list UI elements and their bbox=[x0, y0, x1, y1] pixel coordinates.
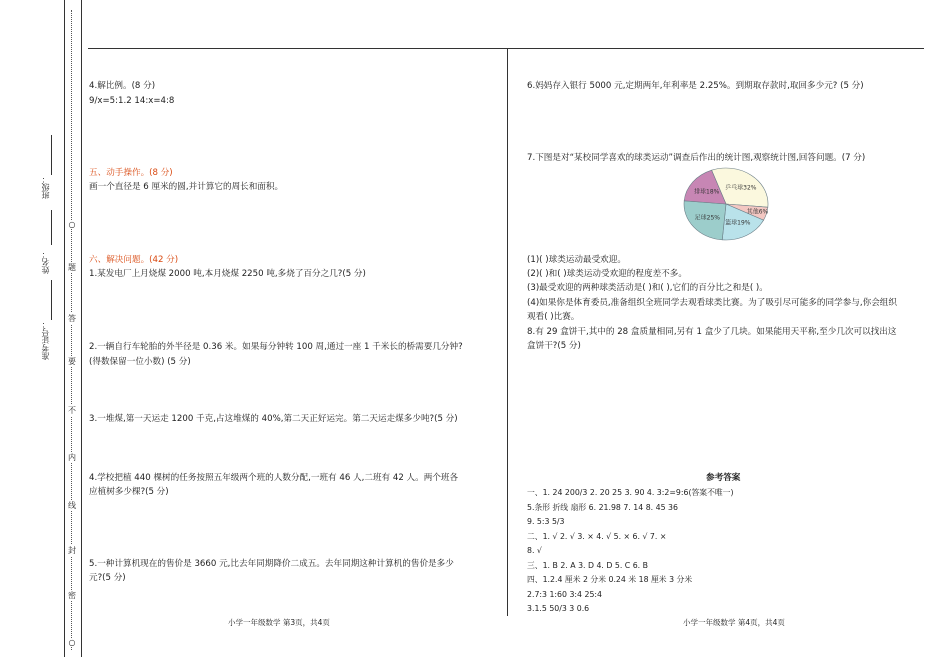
q4-title: 4.解比例。(8 分) bbox=[89, 81, 156, 91]
problem-5-line2: 元?(5 分) bbox=[89, 573, 126, 583]
answer-line: 8. √ bbox=[527, 546, 542, 555]
seal-char: 不 bbox=[68, 406, 76, 415]
pie-label: 足球25% bbox=[694, 214, 720, 222]
seal-char: 密 bbox=[68, 591, 76, 600]
seal-char: 题 bbox=[68, 263, 76, 272]
problem-2-line1: 2.一辆自行车轮胎的外半径是 0.36 米。如果每分钟转 100 周,通过一座 1 千米长的桥需要几分钟? bbox=[89, 342, 463, 352]
id-line bbox=[51, 280, 52, 320]
question-7-4-line2: 观看( )比赛。 bbox=[527, 312, 580, 322]
answer-line: 2.7:3 1:60 3:4 25:4 bbox=[527, 590, 602, 599]
answers-title: 参考答案 bbox=[706, 473, 741, 483]
class-line bbox=[51, 135, 52, 175]
problem-8-line2: 盒饼干?(5 分) bbox=[527, 341, 581, 351]
seal-char: 内 bbox=[68, 453, 76, 462]
name-line bbox=[51, 210, 52, 245]
answer-line: 3.1.5 50/3 3 0.6 bbox=[527, 604, 590, 613]
seal-circle-top: ○ bbox=[66, 220, 78, 229]
problem-3: 3.一堆煤,第一天运走 1200 千克,占这堆煤的 40%,第二天正好运完。第二天运走煤多少吨?(5 分) bbox=[89, 414, 458, 424]
answer-line: 9. 5:3 5/3 bbox=[527, 517, 565, 526]
seal-char: 线 bbox=[68, 501, 76, 510]
answer-line: 二、1. √ 2. √ 3. × 4. √ 5. × 6. √ 7. × bbox=[527, 532, 667, 541]
seal-char: 答 bbox=[68, 314, 76, 323]
seal-char: 封 bbox=[68, 546, 76, 555]
answer-line: 一、1. 24 200/3 2. 20 25 3. 90 4. 3:2=9:6(答案不唯一) bbox=[527, 488, 734, 497]
name-label: 姓名： bbox=[41, 250, 50, 274]
section5-text: 画一个直径是 6 厘米的圆,并计算它的周长和面积。 bbox=[89, 182, 284, 192]
pie-label: 其他6% bbox=[746, 208, 769, 216]
pie-chart bbox=[678, 164, 774, 244]
answer-line: 三、1. B 2. A 3. D 4. D 5. C 6. B bbox=[527, 561, 648, 570]
seal-circle-bottom: ○ bbox=[66, 638, 78, 647]
answer-line: 四、1.2.4 厘米 2 分米 0.24 米 18 厘米 3 分米 bbox=[527, 575, 693, 584]
id-label: 准考证号： bbox=[41, 320, 50, 360]
pie-label: 排球18% bbox=[694, 188, 720, 196]
problem-5-line1: 5.一种计算机现在的售价是 3660 元,比去年同期降价二成五。去年同期这种计算机的售价是多少 bbox=[89, 559, 454, 569]
page-footer-left: 小学一年级数学 第3页，共4页 bbox=[228, 618, 330, 627]
problem-7: 7.下图是对“某校同学喜欢的球类运动”调查后作出的统计图,观察统计图,回答问题。(7 分) bbox=[527, 153, 866, 163]
question-7-4-line1: (4)如果你是体育委员,准备组织全班同学去观看球类比赛。为了吸引尽可能多的同学参与,你会组织 bbox=[527, 298, 897, 308]
binding-margin bbox=[64, 0, 82, 657]
question-7-2: (2)( )和( )球类运动受欢迎的程度差不多。 bbox=[527, 269, 687, 279]
page-footer-right: 小学一年级数学 第4页，共4页 bbox=[683, 618, 785, 627]
problem-2-line2: (得数保留一位小数) (5 分) bbox=[89, 357, 191, 367]
pie-label: 乒乓球32% bbox=[725, 184, 757, 192]
class-label: 班级： bbox=[41, 175, 50, 199]
problem-8-line1: 8.有 29 盒饼干,其中的 28 盒质量相同,另有 1 盒少了几块。如果能用天平称,至少几次可以找出这 bbox=[527, 327, 897, 337]
section6-title: 六、解决问题。(42 分) bbox=[89, 255, 179, 265]
question-7-1: (1)( )球类运动最受欢迎。 bbox=[527, 255, 626, 265]
problem-4-line1: 4.学校把植 440 棵树的任务按照五年级两个班的人数分配,一班有 46 人,二班有 42 人。两个班各 bbox=[89, 473, 459, 483]
q4-equations: 9/x=5:1.2 14:x=4:8 bbox=[89, 96, 175, 106]
question-7-3: (3)最受欢迎的两种球类活动是( )和( ),它们的百分比之和是( )。 bbox=[527, 283, 768, 293]
problem-1: 1.某发电厂上月烧煤 2000 吨,本月烧煤 2250 吨,多烧了百分之几?(5 分) bbox=[89, 269, 366, 279]
section5-title: 五、动手操作。(8 分) bbox=[89, 168, 173, 178]
header-rule bbox=[88, 48, 924, 49]
column-divider bbox=[507, 48, 508, 616]
answer-line: 5.条形 折线 扇形 6. 21.98 7. 14 8. 45 36 bbox=[527, 503, 678, 512]
pie-label: 篮球19% bbox=[725, 219, 751, 227]
seal-char: 要 bbox=[68, 357, 76, 366]
problem-4-line2: 应植树多少棵?(5 分) bbox=[89, 487, 169, 497]
problem-6: 6.妈妈存入银行 5000 元,定期两年,年利率是 2.25%。到期取存款时,取回多少元? (5 分) bbox=[527, 81, 864, 91]
